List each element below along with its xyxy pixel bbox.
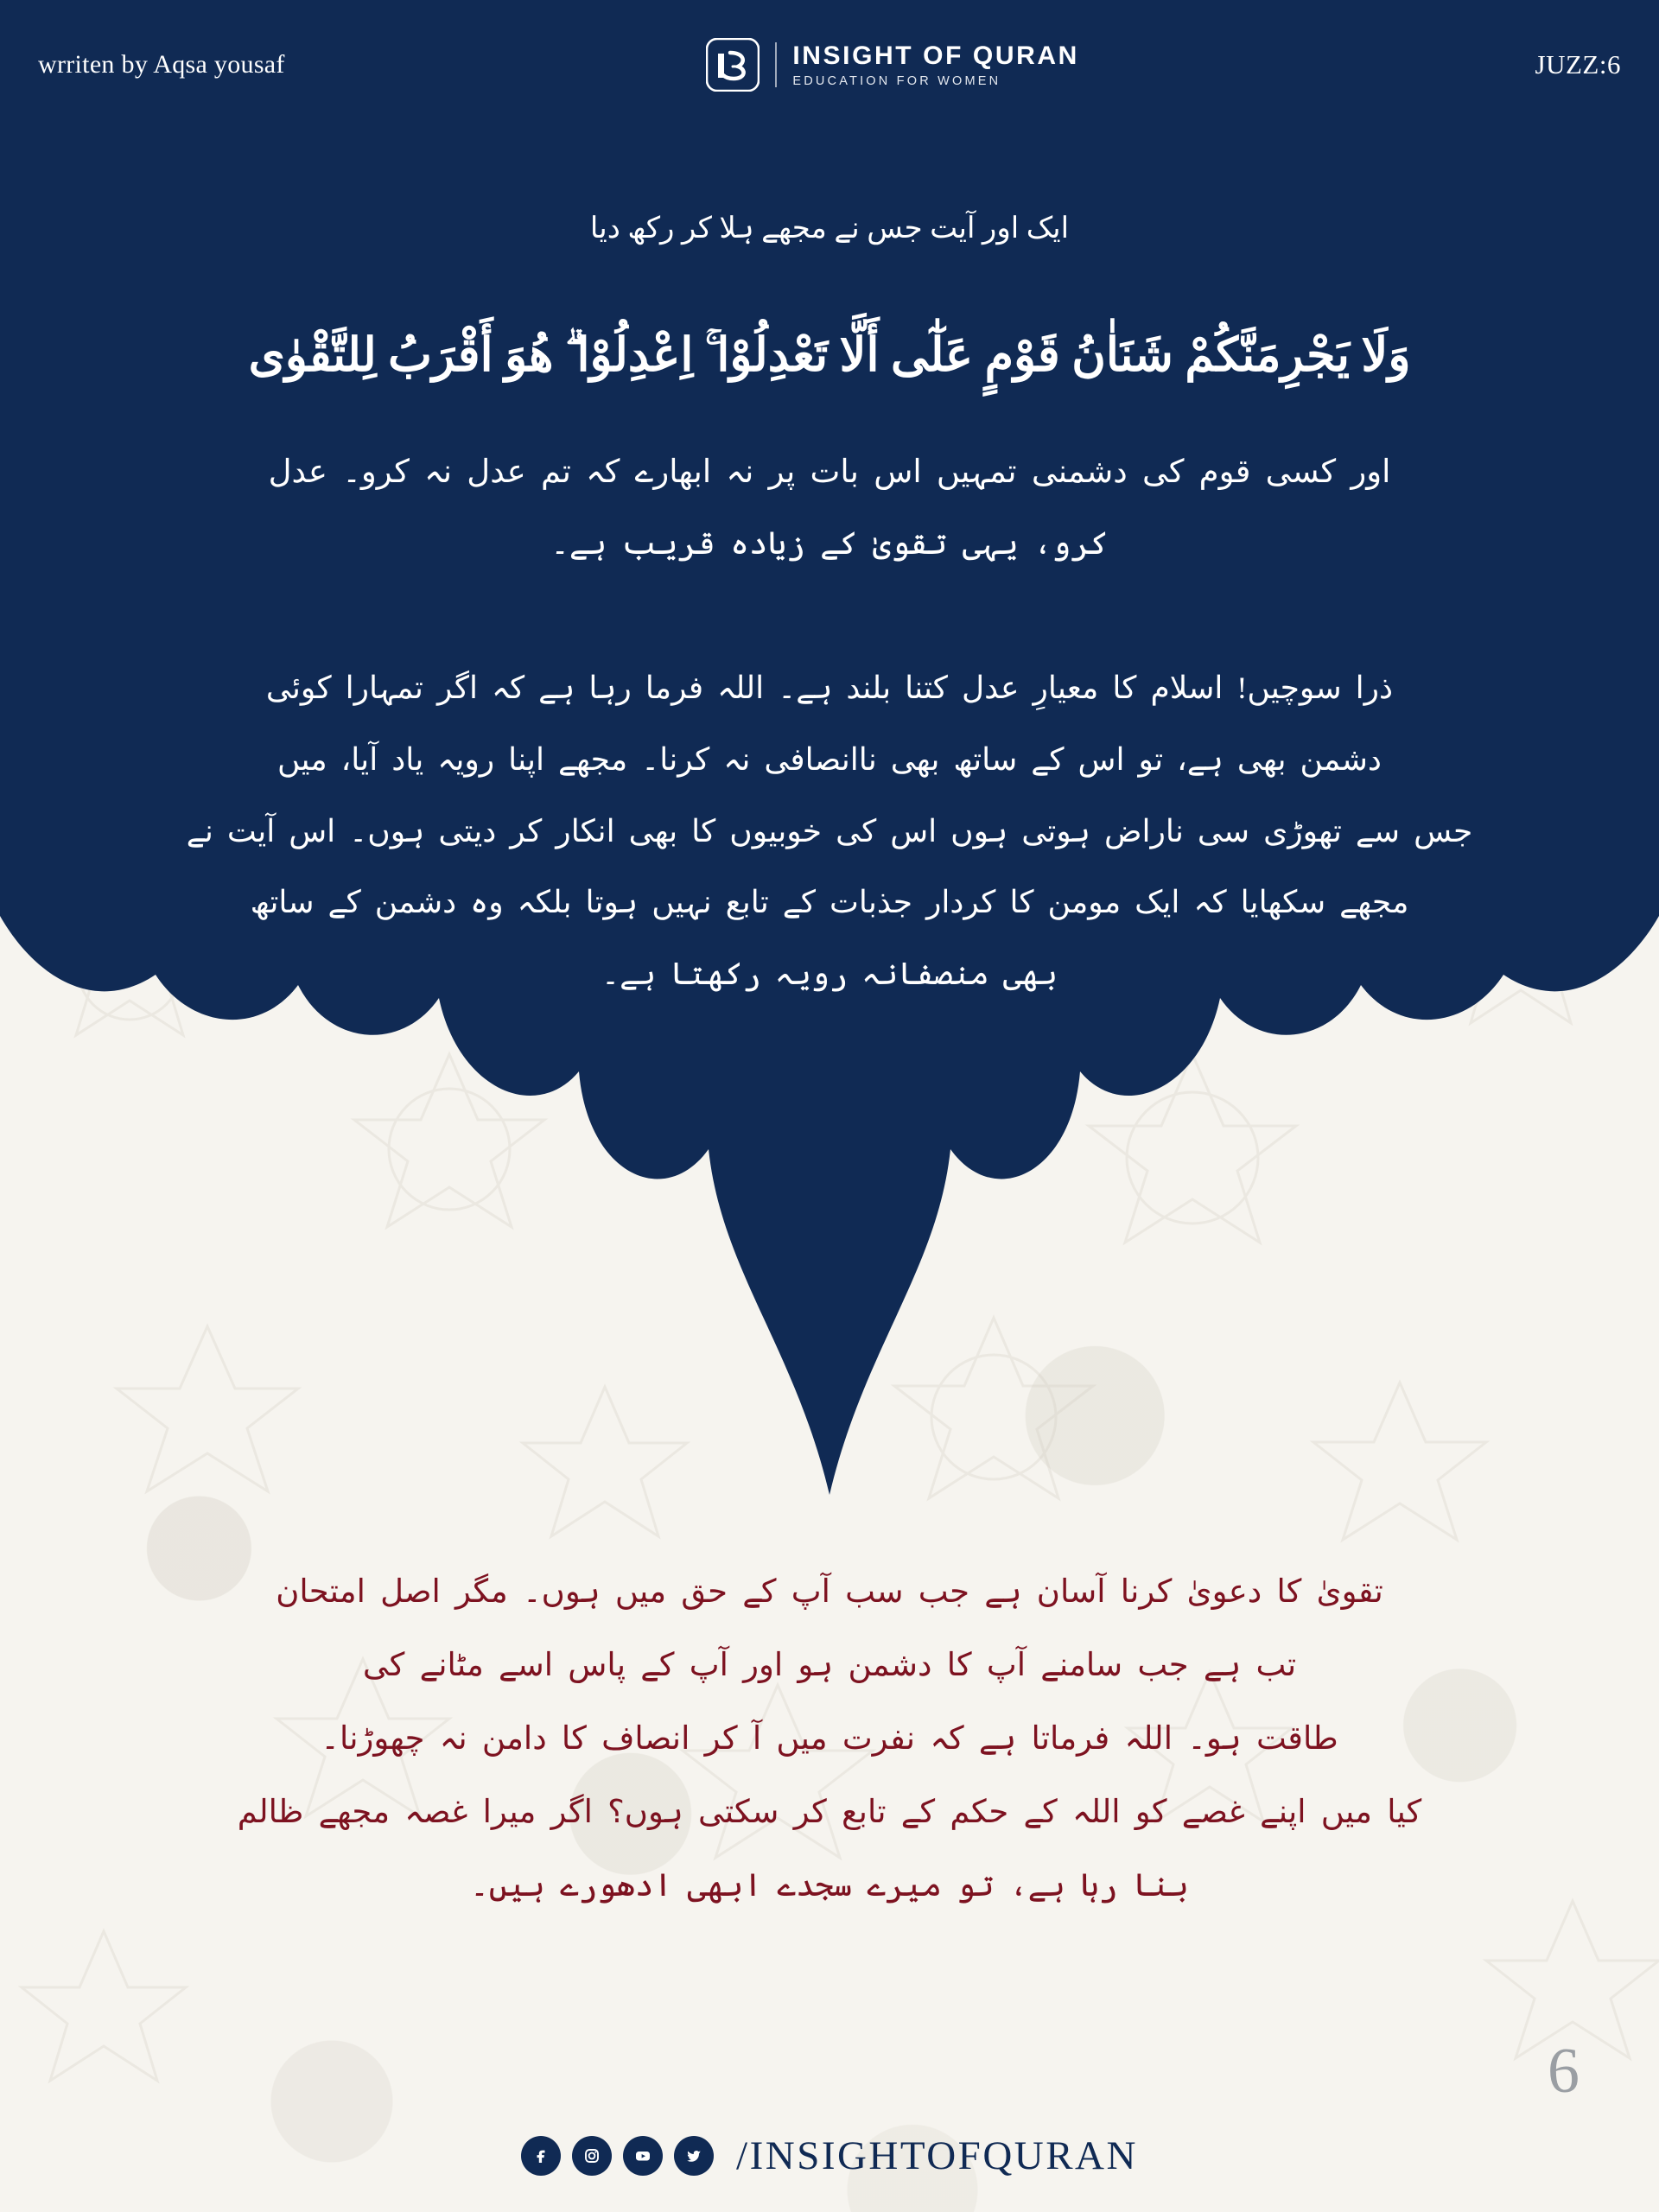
bottom-line: تب ہے جب سامنے آپ کا دشمن ہو اور آپ کے پاس اسے مٹانے کی [362, 1648, 1297, 1684]
translation-line: اور کسی قوم کی دشمنی تمہیں اس بات پر نہ ابھارے کہ تم عدل نہ کرو۔ عدل [268, 454, 1391, 490]
insight-of-quran-logo-icon [706, 38, 760, 92]
poster-footer [0, 2100, 1659, 2212]
facebook-icon[interactable] [521, 2136, 561, 2176]
body-line: جس سے تھوڑی سی ناراض ہوتی ہوں اس کی خوبیوں کا بھی انکار کر دیتی ہوں۔ اس آیت نے [186, 813, 1473, 849]
bottom-line: طاقت ہو۔ اللہ فرماتا ہے کہ نفرت میں آ کر انصاف کا دامن نہ چھوڑنا۔ [321, 1721, 1338, 1758]
twitter-icon[interactable] [674, 2136, 714, 2176]
instagram-icon[interactable] [572, 2136, 612, 2176]
navy-body-text [60, 652, 1599, 1010]
body-line: مجھے سکھایا کہ ایک مومن کا کردار جذبات کے تابع نہیں ہوتا بلکہ وہ دشمن کے ساتھ [250, 885, 1409, 920]
bottom-body-text [56, 1555, 1603, 1923]
bottom-line: کیا میں اپنے غصے کو اللہ کے حکم کے تابع کر سکتی ہوں؟ اگر میرا غصہ مجھے ظالم [237, 1795, 1422, 1831]
intro-line: ایک اور آیت جس نے مجھے ہلا کر رکھ دیا [589, 213, 1070, 245]
youtube-icon[interactable] [623, 2136, 663, 2176]
bottom-line: تقویٰ کا دعویٰ کرنا آسان ہے جب سب آپ کے حق میں ہوں۔ مگر اصل امتحان [276, 1574, 1383, 1610]
brand-lockup [706, 38, 1079, 92]
page-number: 6 [1548, 2036, 1580, 2107]
ayah-translation [78, 436, 1581, 581]
juzz-label: JUZZ:6 [1535, 49, 1621, 79]
social-handle: /INSIGHTOFQURAN [736, 2133, 1138, 2178]
brand-name: INSIGHT OF QURAN [792, 41, 1079, 70]
poster-header [0, 0, 1659, 130]
brand-tagline: EDUCATION FOR WOMEN [792, 74, 1001, 88]
bottom-line: بنا رہا ہے، تو میرے سجدے ابھی ادھورے ہیں۔ [470, 1868, 1189, 1904]
author-credit: wrriten by Aqsa yousaf [38, 50, 285, 79]
body-line: ذرا سوچیں! اسلام کا معیارِ عدل کتنا بلند ہے۔ اللہ فرما رہا ہے کہ اگر تمہارا کوئی [265, 671, 1394, 705]
brand-divider [775, 42, 777, 87]
ayah-arabic: وَلَا يَجْرِمَنَّكُمْ شَنَاٰنُ قَوْمٍ عَلٰٓى أَلَّا تَعْدِلُوْا ۚ اِعْدِلُوْا ۗ هُوَ أَقْرَبُ لِلتَّقْوٰى [248, 329, 1411, 381]
body-line: دشمن بھی ہے، تو اس کے ساتھ بھی ناانصافی نہ کرنا۔ مجھے اپنا رویہ یاد آیا، میں [277, 741, 1382, 777]
social-icon-row [521, 2136, 714, 2176]
brand-text [792, 41, 1079, 88]
body-line: بھی منصفانہ رویہ رکھتا ہے۔ [601, 957, 1058, 992]
translation-line: کرو، یہی تقویٰ کے زیادہ قریب ہے۔ [550, 526, 1109, 563]
